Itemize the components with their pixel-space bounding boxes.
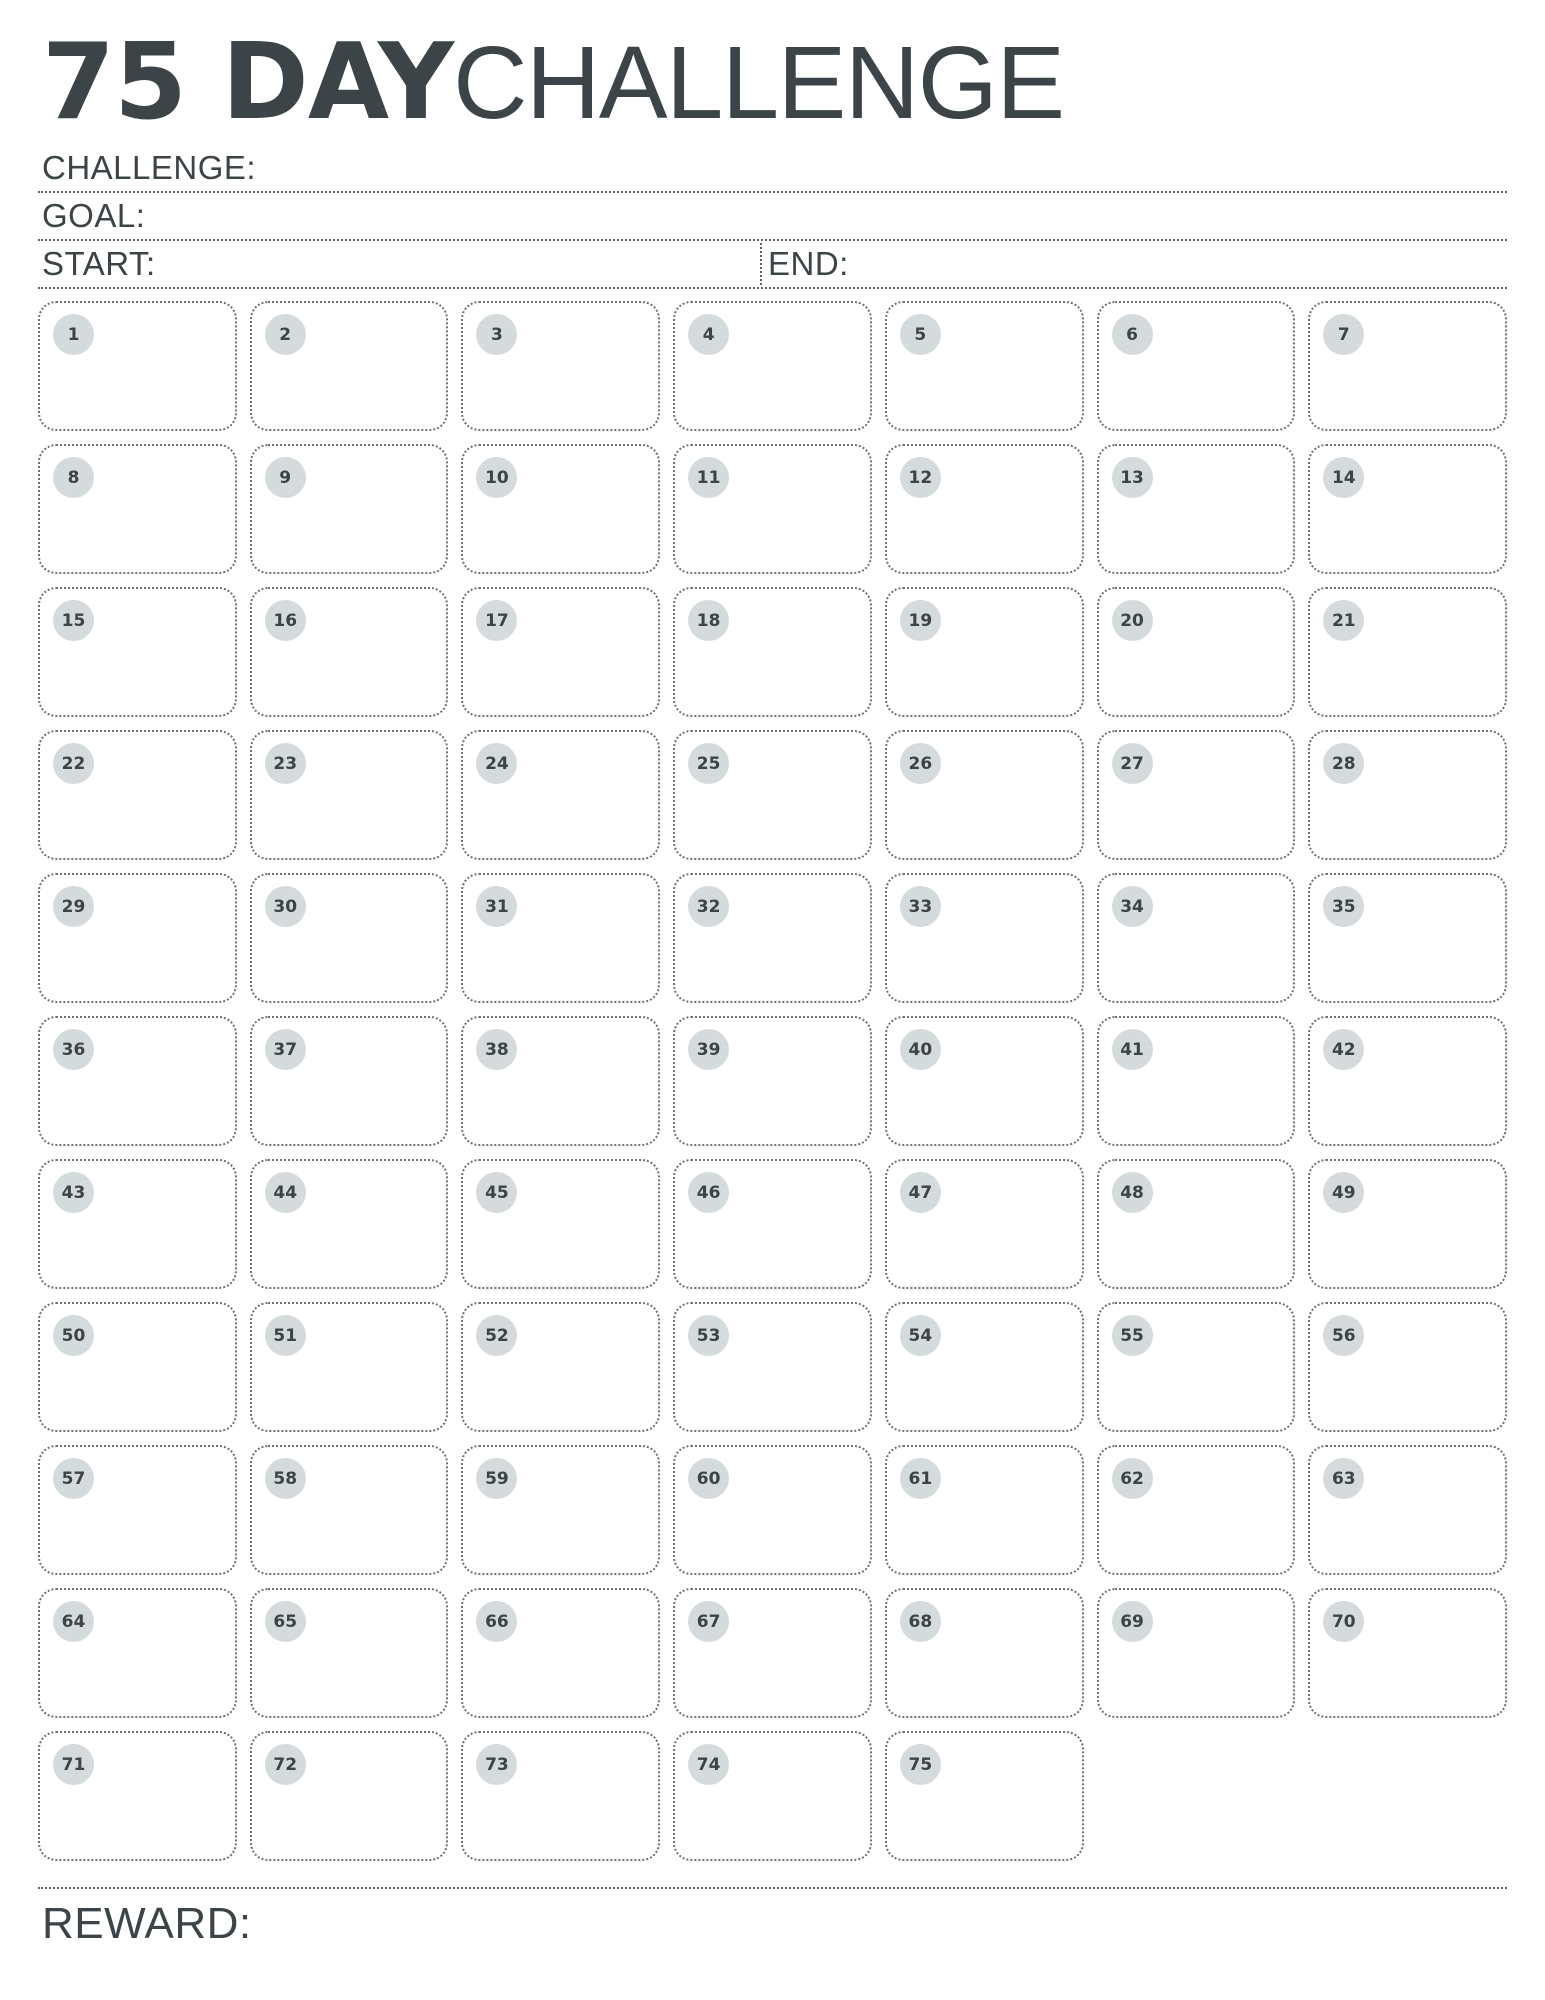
day-number-badge: 56 xyxy=(1323,1315,1364,1356)
day-box[interactable] xyxy=(673,1445,872,1575)
day-box[interactable] xyxy=(673,873,872,1003)
day-number-badge: 26 xyxy=(900,743,941,784)
day-number-badge: 39 xyxy=(688,1029,729,1070)
day-number-badge: 31 xyxy=(476,886,517,927)
day-number-badge: 10 xyxy=(476,457,517,498)
day-number-badge: 23 xyxy=(265,743,306,784)
challenge-field-row[interactable] xyxy=(38,145,1507,193)
day-number-badge: 71 xyxy=(53,1744,94,1785)
day-box-placeholder xyxy=(1308,1731,1507,1861)
end-label: END: xyxy=(768,245,849,282)
day-box[interactable] xyxy=(250,1016,449,1146)
day-number-badge: 12 xyxy=(900,457,941,498)
day-box[interactable] xyxy=(1308,444,1507,574)
goal-label: GOAL: xyxy=(42,197,146,234)
day-box[interactable] xyxy=(250,301,449,431)
day-box[interactable] xyxy=(673,1016,872,1146)
day-box[interactable] xyxy=(250,444,449,574)
day-number-badge: 60 xyxy=(688,1458,729,1499)
day-number-badge: 28 xyxy=(1323,743,1364,784)
day-box[interactable] xyxy=(885,1302,1084,1432)
day-number-badge: 15 xyxy=(53,600,94,641)
day-number-badge: 61 xyxy=(900,1458,941,1499)
day-number-badge: 1 xyxy=(53,314,94,355)
day-box[interactable] xyxy=(461,1302,660,1432)
day-box[interactable] xyxy=(1097,1588,1296,1718)
day-number-badge: 20 xyxy=(1112,600,1153,641)
page-title-light: CHALLENGE xyxy=(453,30,1064,140)
start-end-field-row[interactable] xyxy=(38,241,1507,289)
day-box[interactable] xyxy=(250,730,449,860)
day-number-badge: 63 xyxy=(1323,1458,1364,1499)
day-number-badge: 62 xyxy=(1112,1458,1153,1499)
day-number-badge: 35 xyxy=(1323,886,1364,927)
day-box[interactable] xyxy=(250,1445,449,1575)
day-box[interactable] xyxy=(1097,1159,1296,1289)
day-box[interactable] xyxy=(250,1159,449,1289)
day-box[interactable] xyxy=(1097,587,1296,717)
day-number-badge: 45 xyxy=(476,1172,517,1213)
day-number-badge: 46 xyxy=(688,1172,729,1213)
day-box[interactable] xyxy=(250,1588,449,1718)
day-box[interactable] xyxy=(1308,873,1507,1003)
day-number-badge: 54 xyxy=(900,1315,941,1356)
day-number-badge: 49 xyxy=(1323,1172,1364,1213)
day-number-badge: 8 xyxy=(53,457,94,498)
day-number-badge: 73 xyxy=(476,1744,517,1785)
day-number-badge: 16 xyxy=(265,600,306,641)
day-number-badge: 44 xyxy=(265,1172,306,1213)
day-box[interactable] xyxy=(461,873,660,1003)
day-box[interactable] xyxy=(1097,301,1296,431)
day-box[interactable] xyxy=(38,1588,237,1718)
day-box[interactable] xyxy=(250,873,449,1003)
day-box[interactable] xyxy=(461,1588,660,1718)
day-box[interactable] xyxy=(1308,1159,1507,1289)
day-number-badge: 34 xyxy=(1112,886,1153,927)
day-number-badge: 14 xyxy=(1323,457,1364,498)
reward-label: REWARD: xyxy=(42,1899,252,1948)
day-box[interactable] xyxy=(461,1159,660,1289)
day-box[interactable] xyxy=(885,1159,1084,1289)
day-box[interactable] xyxy=(885,1731,1084,1861)
day-box[interactable] xyxy=(38,1445,237,1575)
day-box[interactable] xyxy=(673,587,872,717)
day-number-badge: 30 xyxy=(265,886,306,927)
day-box[interactable] xyxy=(38,587,237,717)
day-box[interactable] xyxy=(673,1302,872,1432)
day-number-badge: 2 xyxy=(265,314,306,355)
day-box[interactable] xyxy=(885,1016,1084,1146)
day-grid xyxy=(38,301,1507,1861)
day-number-badge: 52 xyxy=(476,1315,517,1356)
day-number-badge: 17 xyxy=(476,600,517,641)
day-number-badge: 3 xyxy=(476,314,517,355)
day-number-badge: 5 xyxy=(900,314,941,355)
day-box[interactable] xyxy=(1097,1445,1296,1575)
day-box[interactable] xyxy=(1308,1302,1507,1432)
day-number-badge: 51 xyxy=(265,1315,306,1356)
day-number-badge: 41 xyxy=(1112,1029,1153,1070)
day-number-badge: 19 xyxy=(900,600,941,641)
day-number-badge: 6 xyxy=(1112,314,1153,355)
day-number-badge: 33 xyxy=(900,886,941,927)
day-box[interactable] xyxy=(673,1159,872,1289)
day-box[interactable] xyxy=(38,730,237,860)
day-box[interactable] xyxy=(461,587,660,717)
day-box[interactable] xyxy=(38,1302,237,1432)
day-box[interactable] xyxy=(885,444,1084,574)
day-box[interactable] xyxy=(1097,730,1296,860)
day-box[interactable] xyxy=(885,873,1084,1003)
start-end-divider xyxy=(760,243,762,285)
day-number-badge: 32 xyxy=(688,886,729,927)
day-number-badge: 25 xyxy=(688,743,729,784)
day-box[interactable] xyxy=(1097,1016,1296,1146)
day-box[interactable] xyxy=(250,1302,449,1432)
day-box[interactable] xyxy=(673,1731,872,1861)
start-label: START: xyxy=(42,245,156,282)
day-box[interactable] xyxy=(885,301,1084,431)
goal-field-row[interactable] xyxy=(38,193,1507,241)
day-box[interactable] xyxy=(1097,444,1296,574)
day-box[interactable] xyxy=(461,1445,660,1575)
day-number-badge: 59 xyxy=(476,1458,517,1499)
day-box[interactable] xyxy=(1097,1302,1296,1432)
day-box[interactable] xyxy=(1308,1445,1507,1575)
day-box[interactable] xyxy=(673,1588,872,1718)
day-box[interactable] xyxy=(461,301,660,431)
day-box[interactable] xyxy=(885,1445,1084,1575)
day-box[interactable] xyxy=(1308,587,1507,717)
day-box[interactable] xyxy=(1308,730,1507,860)
day-number-badge: 64 xyxy=(53,1601,94,1642)
day-number-badge: 40 xyxy=(900,1029,941,1070)
day-number-badge: 58 xyxy=(265,1458,306,1499)
day-box[interactable] xyxy=(250,1731,449,1861)
day-box[interactable] xyxy=(673,444,872,574)
challenge-label: CHALLENGE: xyxy=(42,149,257,186)
day-box[interactable] xyxy=(38,1731,237,1861)
day-number-badge: 50 xyxy=(53,1315,94,1356)
day-number-badge: 66 xyxy=(476,1601,517,1642)
day-number-badge: 69 xyxy=(1112,1601,1153,1642)
day-number-badge: 18 xyxy=(688,600,729,641)
day-number-badge: 47 xyxy=(900,1172,941,1213)
day-box[interactable] xyxy=(885,1588,1084,1718)
day-number-badge: 4 xyxy=(688,314,729,355)
day-box[interactable] xyxy=(885,730,1084,860)
day-box[interactable] xyxy=(1308,1016,1507,1146)
day-box[interactable] xyxy=(461,444,660,574)
day-box[interactable] xyxy=(38,873,237,1003)
day-number-badge: 70 xyxy=(1323,1601,1364,1642)
day-number-badge: 38 xyxy=(476,1029,517,1070)
day-box[interactable] xyxy=(38,301,237,431)
day-number-badge: 13 xyxy=(1112,457,1153,498)
day-number-badge: 43 xyxy=(53,1172,94,1213)
day-number-badge: 74 xyxy=(688,1744,729,1785)
day-box[interactable] xyxy=(673,730,872,860)
day-number-badge: 21 xyxy=(1323,600,1364,641)
day-number-badge: 29 xyxy=(53,886,94,927)
page-title-bold: 75 DAY xyxy=(42,30,454,143)
day-number-badge: 72 xyxy=(265,1744,306,1785)
day-number-badge: 9 xyxy=(265,457,306,498)
page-title xyxy=(38,30,1507,145)
day-number-badge: 53 xyxy=(688,1315,729,1356)
day-box-placeholder xyxy=(1097,1731,1296,1861)
day-number-badge: 55 xyxy=(1112,1315,1153,1356)
day-number-badge: 37 xyxy=(265,1029,306,1070)
day-number-badge: 67 xyxy=(688,1601,729,1642)
day-box[interactable] xyxy=(38,1159,237,1289)
day-box[interactable] xyxy=(1097,873,1296,1003)
day-number-badge: 24 xyxy=(476,743,517,784)
day-number-badge: 42 xyxy=(1323,1029,1364,1070)
day-number-badge: 48 xyxy=(1112,1172,1153,1213)
day-box[interactable] xyxy=(38,444,237,574)
day-box[interactable] xyxy=(461,1016,660,1146)
day-number-badge: 57 xyxy=(53,1458,94,1499)
day-number-badge: 11 xyxy=(688,457,729,498)
day-number-badge: 68 xyxy=(900,1601,941,1642)
reward-field-row[interactable] xyxy=(38,1887,1507,1959)
day-box[interactable] xyxy=(1308,301,1507,431)
day-number-badge: 22 xyxy=(53,743,94,784)
day-box[interactable] xyxy=(461,1731,660,1861)
day-number-badge: 27 xyxy=(1112,743,1153,784)
day-box[interactable] xyxy=(461,730,660,860)
day-box[interactable] xyxy=(250,587,449,717)
day-box[interactable] xyxy=(1308,1588,1507,1718)
day-box[interactable] xyxy=(885,587,1084,717)
day-number-badge: 36 xyxy=(53,1029,94,1070)
day-number-badge: 75 xyxy=(900,1744,941,1785)
day-box[interactable] xyxy=(38,1016,237,1146)
day-number-badge: 7 xyxy=(1323,314,1364,355)
day-box[interactable] xyxy=(673,301,872,431)
day-number-badge: 65 xyxy=(265,1601,306,1642)
